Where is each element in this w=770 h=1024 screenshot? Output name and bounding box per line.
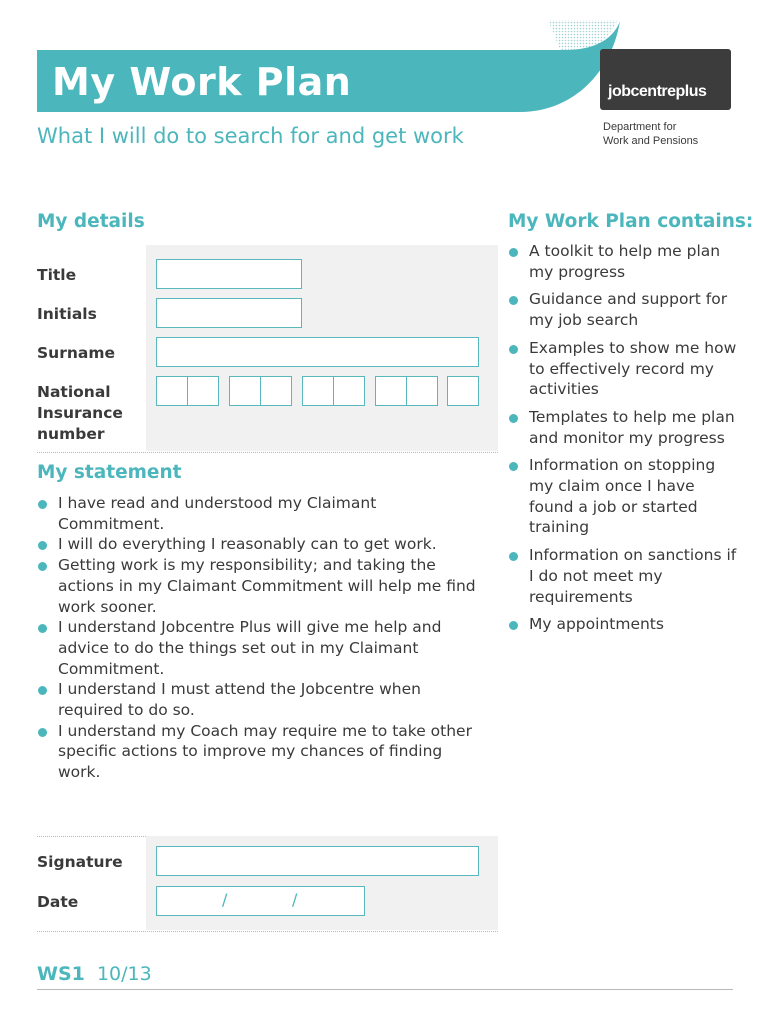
jobcentreplus-logo — [600, 49, 731, 110]
my-details-heading: My details — [37, 211, 145, 232]
surname-label: Surname — [37, 344, 115, 362]
bullet-icon — [509, 296, 518, 305]
bullet-icon — [509, 345, 518, 354]
contains-item: Guidance and support for my job search — [508, 289, 738, 330]
date-separator: / — [292, 890, 298, 909]
contains-item: Templates to help me plan and monitor my progress — [508, 407, 738, 448]
bullet-icon — [38, 624, 47, 633]
statement-list — [37, 493, 477, 783]
statement-item: Getting work is my responsibility; and taking the actions in my Claimant Commitment will help me find work sooner. — [37, 555, 477, 617]
ni-box-1[interactable] — [156, 376, 188, 406]
bullet-icon — [38, 500, 47, 509]
date-field[interactable] — [156, 886, 365, 916]
contains-heading: My Work Plan contains: — [508, 211, 754, 232]
bullet-icon — [509, 552, 518, 561]
statement-item: I have read and understood my Claimant Commitment. — [37, 493, 477, 534]
initials-field[interactable] — [156, 298, 302, 328]
signature-label: Signature — [37, 853, 123, 871]
statement-item: I will do everything I reasonably can to get work. — [37, 534, 477, 555]
section-divider — [37, 452, 498, 453]
department-line-2: Work and Pensions — [603, 135, 699, 147]
my-statement-heading: My statement — [37, 462, 182, 483]
ni-box-2[interactable] — [187, 376, 219, 406]
statement-item: I understand Jobcentre Plus will give me help and advice to do the things set out in my Claimant Commitment. — [37, 617, 477, 679]
statement-item: I understand I must attend the Jobcentre when required to do so. — [37, 679, 477, 720]
ni-box-8[interactable] — [406, 376, 438, 406]
contains-item: Information on stopping my claim once I have found a job or started training — [508, 455, 738, 538]
bullet-icon — [509, 248, 518, 257]
bullet-icon — [509, 414, 518, 423]
contains-item: Information on sanctions if I do not meet my requirements — [508, 545, 738, 607]
footer-rule — [37, 989, 733, 990]
signature-divider-bottom — [37, 931, 498, 932]
contains-item: A toolkit to help me plan my progress — [508, 241, 738, 282]
ni-box-5[interactable] — [302, 376, 334, 406]
signature-field[interactable] — [156, 846, 479, 876]
bullet-icon — [509, 462, 518, 471]
contains-item: Examples to show me how to effectively record my activities — [508, 338, 738, 400]
bullet-icon — [38, 562, 47, 571]
ni-box-7[interactable] — [375, 376, 407, 406]
contains-list — [508, 241, 738, 635]
department-name — [603, 120, 698, 148]
bullet-icon — [38, 728, 47, 737]
bullet-icon — [509, 621, 518, 630]
ni-box-9[interactable] — [447, 376, 479, 406]
surname-field[interactable] — [156, 337, 479, 367]
bullet-icon — [38, 686, 47, 695]
title-label: Title — [37, 266, 77, 284]
page-title: My Work Plan — [52, 60, 352, 104]
date-separator: / — [222, 890, 228, 909]
form-version: 10/13 — [96, 963, 152, 985]
page-subtitle: What I will do to search for and get work — [37, 124, 464, 148]
ni-box-4[interactable] — [260, 376, 292, 406]
ni-label: National Insurance number — [37, 383, 123, 443]
logo-text: jobcentreplus — [608, 83, 707, 100]
statement-item: I understand my Coach may require me to take other specific actions to improve my chances of finding work. — [37, 721, 477, 783]
ni-box-6[interactable] — [333, 376, 365, 406]
department-line-1: Department for — [603, 121, 677, 133]
date-label: Date — [37, 893, 79, 911]
ni-box-3[interactable] — [229, 376, 261, 406]
form-code-id: WS1 — [37, 963, 85, 985]
contains-item: My appointments — [508, 614, 738, 635]
title-field[interactable] — [156, 259, 302, 289]
form-code — [37, 963, 152, 985]
initials-label: Initials — [37, 305, 97, 323]
bullet-icon — [38, 541, 47, 550]
